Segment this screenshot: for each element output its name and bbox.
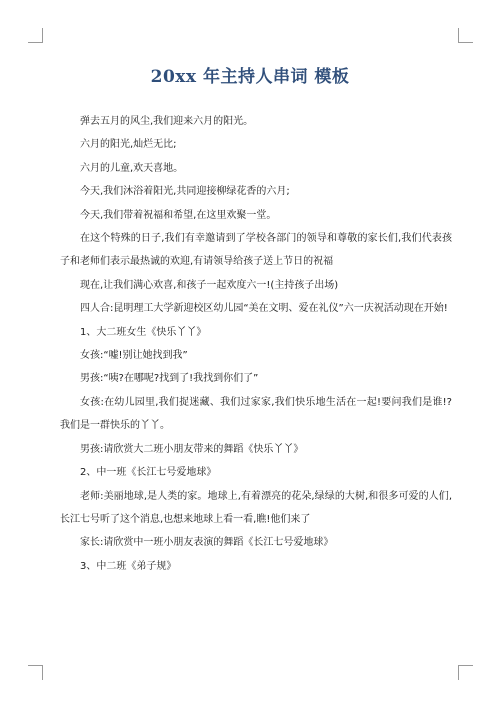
paragraph: 女孩:在幼儿园里,我们捉迷藏、我们过家家,我们快乐地生活在一起!要问我们是谁!?我们是一群快乐的丫丫。 (60, 396, 452, 432)
crop-mark-bottom-right (458, 665, 473, 680)
document-body (60, 110, 452, 578)
paragraph: 六月的儿童,欢天喜地。 (80, 162, 184, 174)
paragraph: 现在,让我们满心欢喜,和孩子一起欢度六一!(主持孩子出场) (80, 279, 339, 291)
paragraph: 四人合:昆明理工大学新迎校区幼儿园“美在文明、爱在礼仪”六一庆祝活动现在开始! (80, 303, 448, 315)
paragraph: 在这个特殊的日子,我们有幸邀请到了学校各部门的领导和尊敬的家长们,我们代表孩子和老师们表示最热诚的欢迎,有请领导给孩子送上节日的祝福 (60, 233, 452, 268)
paragraph: 女孩:“嘘!别让她找到我” (80, 350, 188, 362)
section-heading: 3、中二班《弟子规》 (80, 560, 177, 572)
section-heading: 1、大二班女生《快乐丫丫》 (80, 326, 207, 338)
paragraph: 家长:请欣赏中一班小朋友表演的舞蹈《长江七号爱地球》 (80, 537, 334, 549)
document-title: 20xx 年主持人串词 模板 (150, 67, 350, 87)
section-heading: 2、中一班《长江七号爱地球》 (80, 467, 217, 479)
crop-mark-top-left (28, 28, 43, 43)
paragraph: 男孩:请欣赏大二班小朋友带来的舞蹈《快乐丫丫》 (80, 443, 304, 455)
paragraph: 老师:美丽地球,是人类的家。地球上,有着漂亮的花朵,绿绿的大树,和很多可爱的人们,长江七号听了这个消息,也想来地球上看一看,瞧!他们来了 (60, 490, 452, 525)
crop-mark-top-right (458, 28, 473, 43)
paragraph: 弹去五月的风尘,我们迎来六月的阳光。 (80, 116, 254, 127)
crop-mark-bottom-left (28, 665, 43, 680)
paragraph: 男孩:“咦?在哪呢?找到了!我找到你们了” (80, 373, 259, 385)
paragraph: 今天,我们带着祝福和希望,在这里欢聚一堂。 (80, 209, 277, 221)
paragraph: 今天,我们沐浴着阳光,共同迎接柳绿花香的六月; (80, 186, 290, 198)
paragraph: 六月的阳光,灿烂无比; (80, 139, 177, 151)
